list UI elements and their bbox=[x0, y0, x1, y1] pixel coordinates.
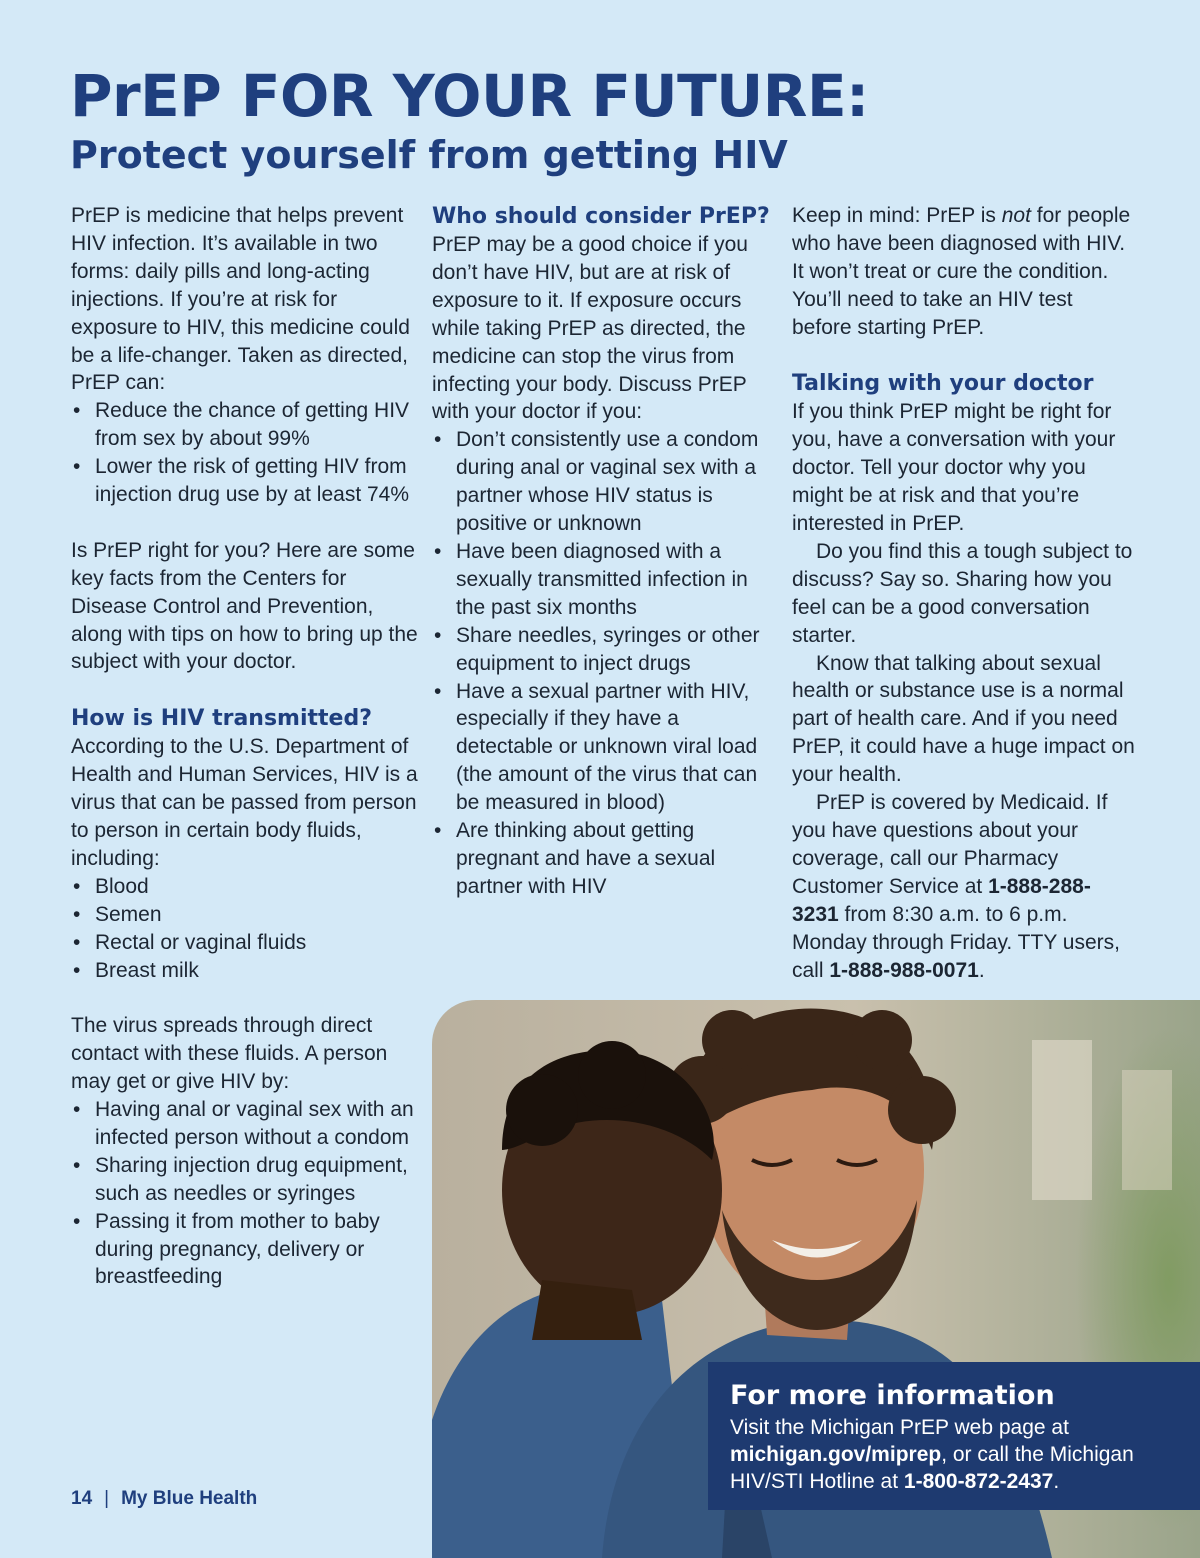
list-item: • Lower the risk of getting HIV from injection drug use by at least 74% bbox=[71, 453, 421, 509]
footer-separator: | bbox=[104, 1488, 110, 1509]
column-2 bbox=[432, 202, 777, 901]
who-should-consider-paragraph: PrEP may be a good choice if you don’t have HIV, but are at risk of exposure to it. If exposure occurs while taking PrEP as directed, the medicine can stop the virus from infecting your body. Discuss PrEP with your doctor if you: bbox=[432, 233, 748, 424]
doctor-paragraph-2: Do you find this a tough subject to discuss? Say so. Sharing how you feel can be a good conversation starter. bbox=[792, 539, 1133, 647]
spread-list bbox=[71, 1096, 421, 1291]
list-item: • Breast milk bbox=[71, 957, 421, 985]
list-item: • Semen bbox=[71, 901, 421, 929]
column-1 bbox=[71, 202, 421, 1291]
list-item: • Rectal or vaginal fluids bbox=[71, 929, 421, 957]
list-item: • Blood bbox=[71, 873, 421, 901]
publication-name: My Blue Health bbox=[121, 1488, 258, 1509]
who-should-consider-heading: Who should consider PrEP? bbox=[432, 204, 770, 229]
doctor-paragraph-1: If you think PrEP might be right for you, have a conversation with your doctor. Tell your doctor why you might be at risk and that you’re interested in PrEP. bbox=[792, 400, 1116, 536]
list-item: • Have a sexual partner with HIV, especially if they have a detectable or unknown viral load (the amount of the virus that can be measured in blood) bbox=[432, 678, 777, 818]
tty-phone: 1-888-988-0071 bbox=[829, 958, 979, 982]
emphasis-not: not bbox=[1001, 204, 1031, 227]
more-info-text: Visit the Michigan PrEP web page at michigan.gov/miprep, or call the Michigan HIV/STI Hotline at 1-800-872-2437. bbox=[730, 1416, 1134, 1493]
keep-in-mind-paragraph: Keep in mind: PrEP is not for people who have been diagnosed with HIV. It won’t treat or cure the condition. You’ll need to take an HIV test before starting PrEP. bbox=[792, 204, 1131, 339]
fluids-list bbox=[71, 873, 421, 985]
list-item: • Reduce the chance of getting HIV from sex by about 99% bbox=[71, 397, 421, 453]
page-number: 14 bbox=[71, 1488, 93, 1509]
list-item: • Having anal or vaginal sex with an infected person without a condom bbox=[71, 1096, 421, 1152]
talking-doctor-heading: Talking with your doctor bbox=[792, 371, 1094, 397]
more-info-title: For more information bbox=[730, 1380, 1055, 1411]
doctor-paragraph-3: Know that talking about sexual health or substance use is a normal part of health care. And if you need PrEP, it could have a huge impact on your health. bbox=[792, 651, 1135, 787]
risk-list bbox=[432, 426, 777, 900]
intro-paragraph: PrEP is medicine that helps prevent HIV infection. It’s available in two forms: daily pills and long-acting injections. If you’re at risk for exposure to HIV, this medicine could be a life-changer. Taken as directed, PrEP can: bbox=[71, 204, 410, 395]
list-item: • Sharing injection drug equipment, such as needles or syringes bbox=[71, 1152, 421, 1208]
page-footer bbox=[71, 1486, 257, 1512]
list-item: • Don’t consistently use a condom during anal or vaginal sex with a partner whose HIV status is positive or unknown bbox=[432, 426, 777, 538]
transmitted-heading: How is HIV transmitted? bbox=[71, 706, 372, 732]
hotline-phone: 1-800-872-2437 bbox=[903, 1470, 1054, 1493]
list-item: • Have been diagnosed with a sexually transmitted infection in the past six months bbox=[432, 538, 777, 622]
spread-paragraph: The virus spreads through direct contact with these fluids. A person may get or give HIV by: bbox=[71, 1014, 388, 1094]
list-item: • Are thinking about getting pregnant and have a sexual partner with HIV bbox=[432, 817, 777, 901]
list-item: • Passing it from mother to baby during pregnancy, delivery or breastfeeding bbox=[71, 1208, 421, 1292]
medicaid-paragraph: PrEP is covered by Medicaid. If you have questions about your coverage, call our Pharmacy Customer Service at 1-888-288-3231 from 8:30 a.m. to 6 p.m. Monday through Friday. TTY users, call 1-888-988-0071. bbox=[792, 791, 1120, 982]
miprep-url[interactable]: michigan.gov/miprep bbox=[730, 1443, 942, 1466]
more-info-box bbox=[708, 1362, 1200, 1510]
page-title: PrEP FOR YOUR FUTURE: bbox=[70, 62, 869, 130]
transmitted-paragraph: According to the U.S. Department of Health and Human Services, HIV is a virus that can be passed from person to person in certain body fluids, including: bbox=[71, 735, 418, 870]
right-for-you-paragraph: Is PrEP right for you? Here are some key facts from the Centers for Disease Control and Prevention, along with tips on how to bring up the subject with your doctor. bbox=[71, 538, 418, 674]
page-subtitle: Protect yourself from getting HIV bbox=[70, 133, 788, 177]
column-3 bbox=[792, 202, 1137, 984]
benefits-list bbox=[71, 397, 421, 509]
pharmacy-phone: 1-888-288-3231 bbox=[792, 874, 1091, 926]
list-item: • Share needles, syringes or other equipment to inject drugs bbox=[432, 622, 777, 678]
